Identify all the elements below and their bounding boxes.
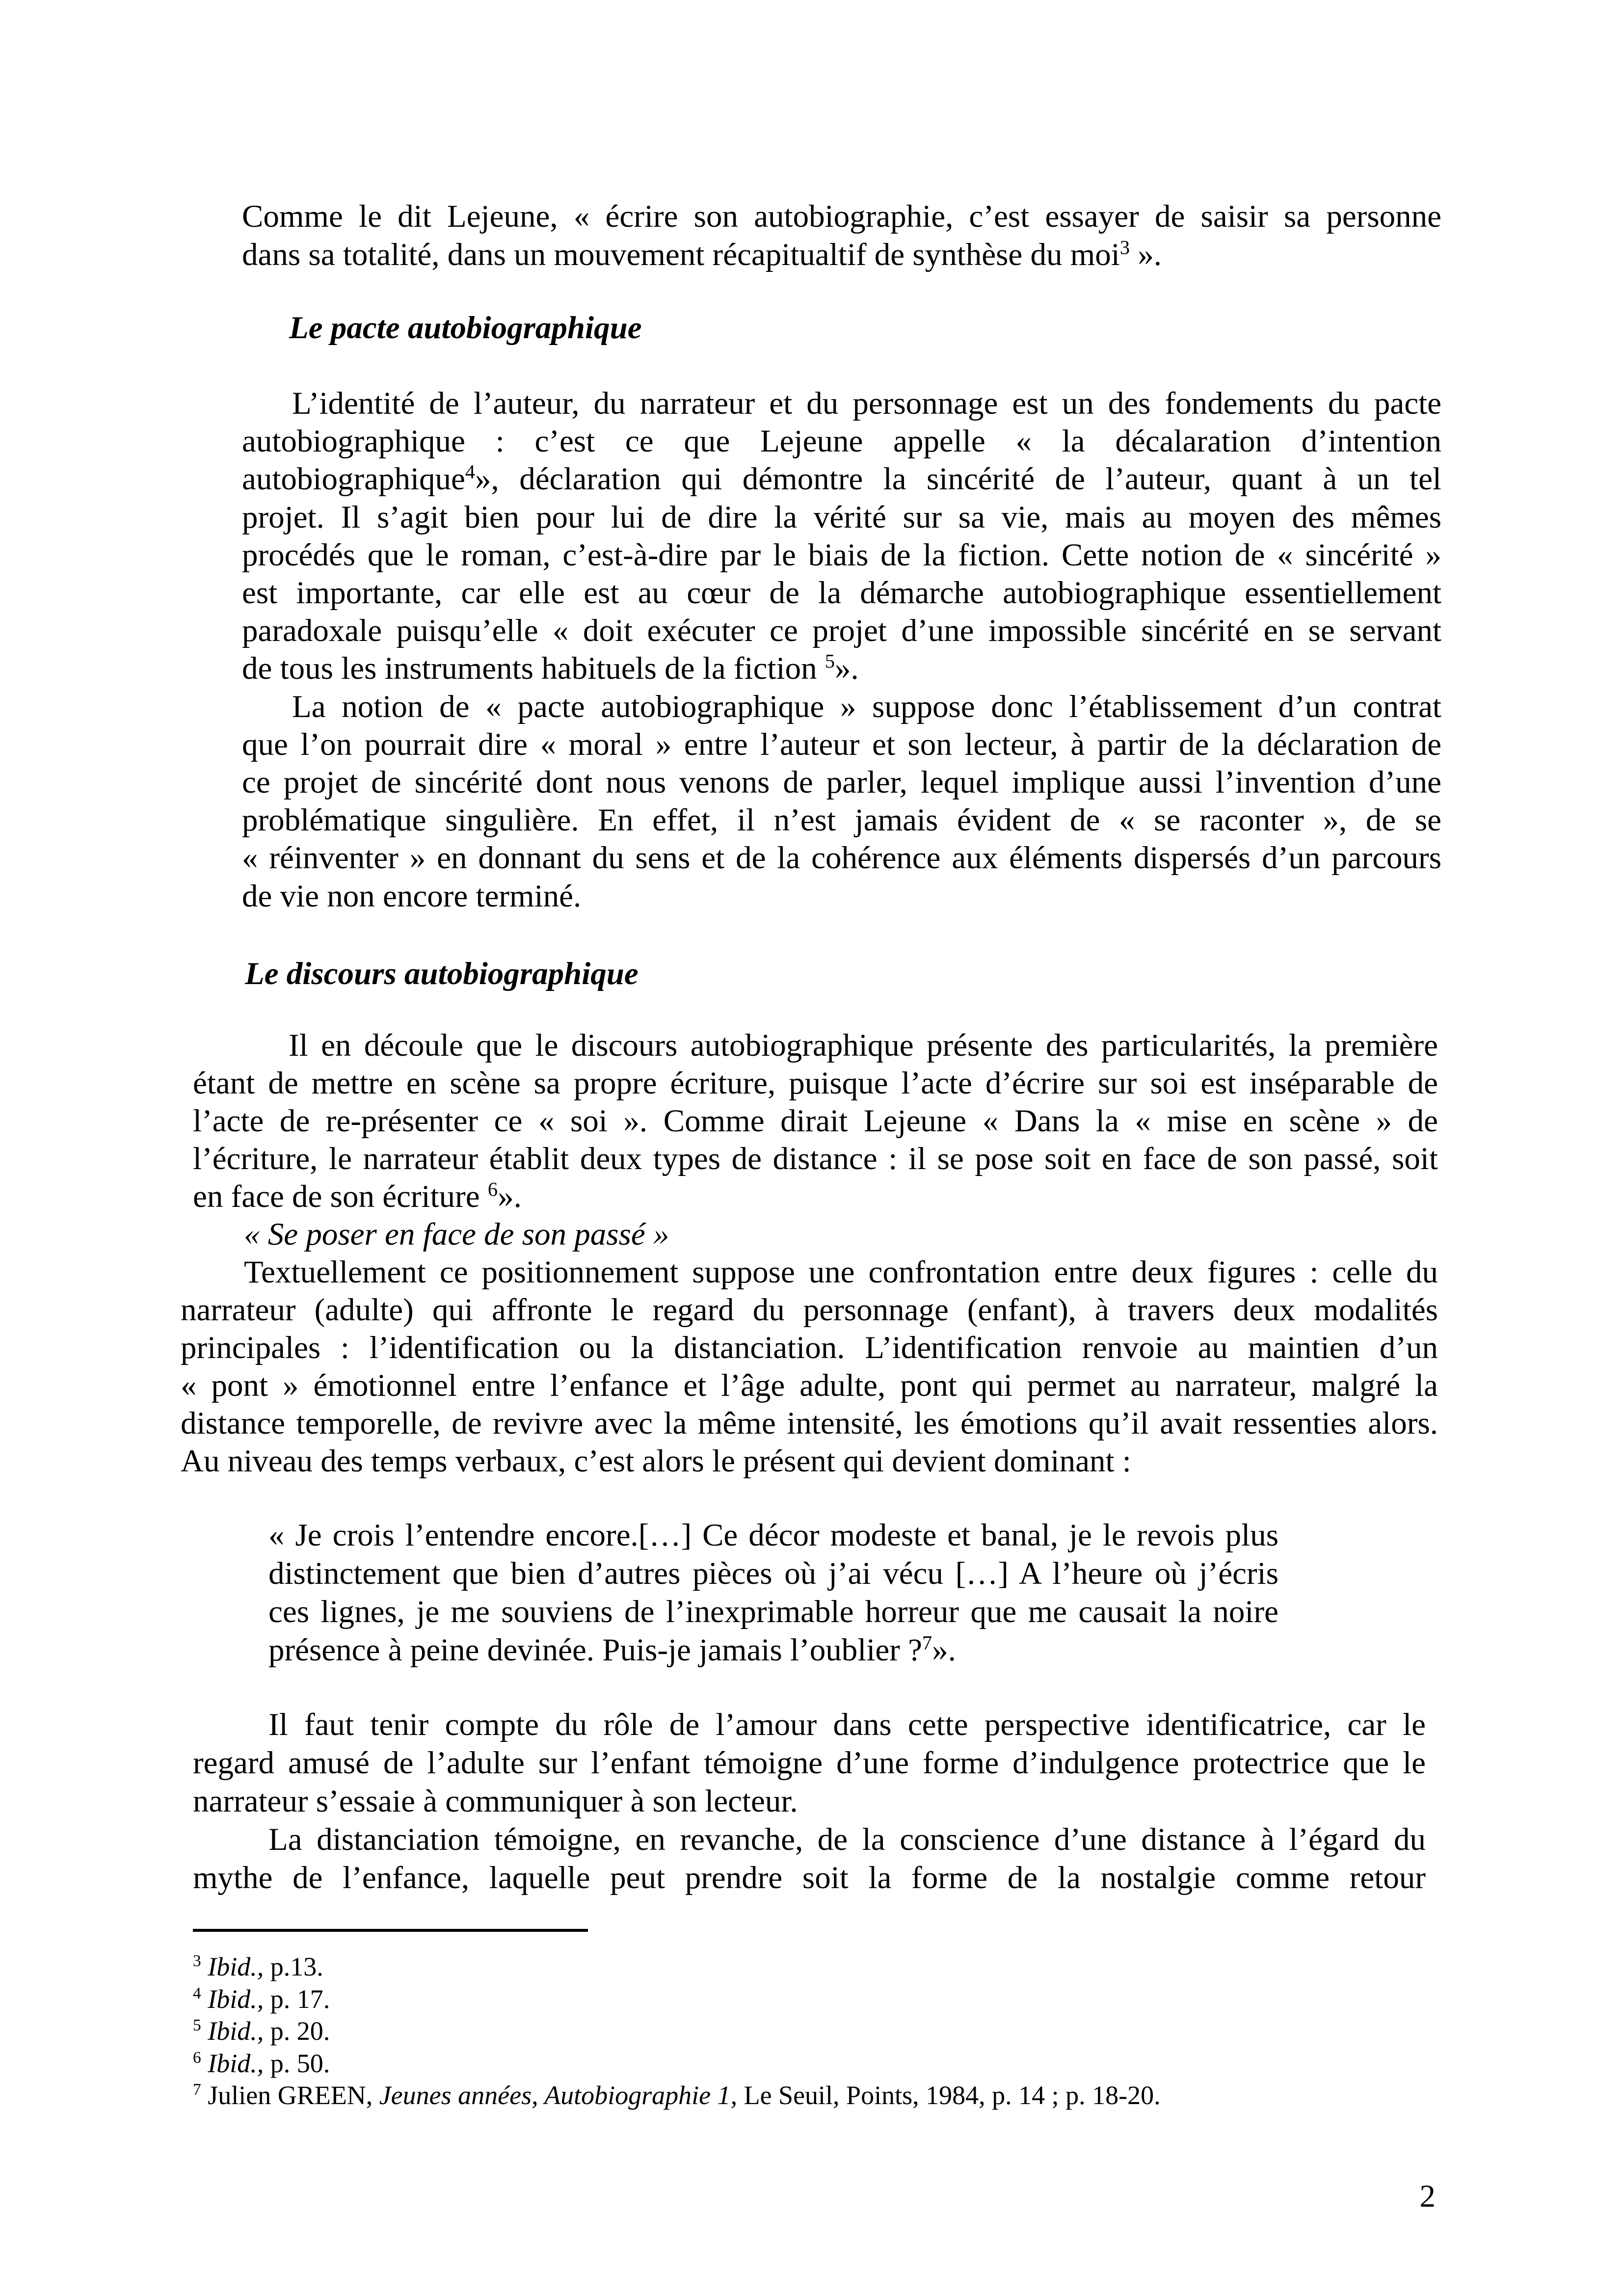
text-line: [242, 574, 1441, 612]
text-run: autobiographique: [242, 461, 465, 497]
text-line: [181, 1291, 1438, 1329]
text-run: La notion de « pacte autobiographique » suppose donc l’établissement d’un contrat: [292, 689, 1441, 724]
footnote-ref: 5: [825, 650, 835, 672]
text-line: [268, 1706, 1426, 1744]
text-run: Ibid.,: [208, 2016, 264, 2046]
text-line: [242, 839, 1441, 877]
text-line: [268, 1554, 1278, 1593]
text-line: [242, 877, 1441, 915]
text-run: Textuellement ce positionnement suppose une confrontation entre deux figures : celle du: [244, 1255, 1438, 1290]
text-line: [193, 1102, 1438, 1140]
text-run: Ibid.,: [208, 1984, 264, 2014]
text-line: [193, 1177, 1438, 1216]
text-run: ce projet de sincérité dont nous venons de parler, lequel implique aussi l’invention d’une: [242, 765, 1441, 800]
text-run: [201, 1984, 208, 2014]
footnote: [193, 2047, 330, 2080]
text-line: [268, 1631, 1278, 1669]
text-line: [292, 688, 1441, 726]
footnote: [193, 1950, 323, 1983]
text-line: [242, 649, 1441, 688]
text-run: p. 17.: [264, 1984, 330, 2014]
text-run: mythe de l’enfance, laquelle peut prendre soit la forme de la nostalgie comme retour: [193, 1860, 1426, 1896]
text-line: [242, 763, 1441, 801]
text-run: L’identité de l’auteur, du narrateur et du personnage est un des fondements du pacte: [292, 386, 1441, 421]
footnote-ref: 6: [487, 1178, 498, 1201]
footnote-ref: 4: [465, 460, 476, 483]
text-line: [193, 1744, 1426, 1782]
footnote-separator: [193, 1929, 588, 1932]
footnote-ref: 7: [922, 1631, 932, 1654]
text-run: de vie non encore terminé.: [242, 878, 582, 914]
footnote: [193, 2015, 330, 2047]
text-line: [181, 1366, 1438, 1405]
text-line: [181, 1404, 1438, 1442]
page-number: 2: [1419, 2179, 1436, 2214]
text-run: p. 20.: [264, 2016, 330, 2046]
text-run: p.13.: [264, 1952, 323, 1981]
text-run: », déclaration qui démontre la sincérité de l’auteur, quant à un tel: [475, 461, 1441, 497]
footnote: [193, 1983, 330, 2015]
text-line: [292, 384, 1441, 423]
text-line: [181, 1329, 1438, 1367]
text-run: Le discours autobiographique: [245, 956, 639, 991]
text-run: procédés que le roman, c’est-à-dire par le biais de la fiction. Cette notion de « sincérité »: [242, 537, 1441, 573]
text-run: narrateur s’essaie à communiquer à son lecteur.: [193, 1784, 798, 1819]
text-line: [244, 1253, 1438, 1291]
footnote-ref: 4: [193, 1984, 201, 2002]
text-run: Ibid.,: [208, 1952, 264, 1981]
text-run: « pont » émotionnel entre l’enfance et l’âge adulte, pont qui permet au narrateur, malgré la: [181, 1368, 1438, 1403]
text-run: présence à peine devinée. Puis-je jamais l’oublier ?: [268, 1632, 922, 1668]
text-run: ».: [835, 651, 859, 687]
text-run: Comme le dit Lejeune, « écrire son autobiographie, c’est essayer de saisir sa personne: [242, 199, 1441, 234]
text-run: [201, 2016, 208, 2046]
footnote-ref: 3: [1119, 236, 1130, 259]
footnote: [193, 2079, 1161, 2111]
text-run: Au niveau des temps verbaux, c’est alors le présent qui devient dominant :: [181, 1443, 1131, 1479]
text-run: Julien GREEN,: [201, 2081, 379, 2110]
text-line: [242, 612, 1441, 650]
text-run: Le pacte autobiographique: [289, 310, 642, 346]
text-run: paradoxale puisqu’elle « doit exécuter ce projet d’une impossible sincérité en se servant: [242, 613, 1441, 649]
text-run: problématique singulière. En effet, il n’est jamais évident de « se raconter », de se: [242, 802, 1441, 838]
text-line: [242, 460, 1441, 498]
text-line: [268, 1593, 1278, 1631]
text-line: [242, 536, 1441, 574]
text-line: [242, 801, 1441, 839]
text-run: dans sa totalité, dans un mouvement récapitualtif de synthèse du moi: [242, 237, 1120, 272]
text-line: [289, 1026, 1438, 1065]
text-run: Jeunes années, Autobiographie 1,: [379, 2081, 738, 2110]
text-run: Il faut tenir compte du rôle de l’amour dans cette perspective identificatrice, car le: [268, 1707, 1426, 1742]
text-run: est importante, car elle est au cœur de la démarche autobiographique essentiellement: [242, 575, 1441, 611]
footnote-ref: 5: [193, 2016, 201, 2034]
footnote-ref: 7: [193, 2081, 201, 2099]
text-run: Ibid.,: [208, 2048, 264, 2078]
text-line: [242, 725, 1441, 764]
text-run: distance temporelle, de revivre avec la même intensité, les émotions qu’il avait ressenties alors.: [181, 1406, 1438, 1441]
text-line: [193, 1782, 1426, 1820]
text-run: étant de mettre en scène sa propre écriture, puisque l’acte d’écrire sur soi est inséparable de: [193, 1066, 1438, 1101]
text-line: [268, 1820, 1426, 1859]
text-run: La distanciation témoigne, en revanche, de la conscience d’une distance à l’égard du: [268, 1822, 1426, 1857]
text-line: [245, 955, 1441, 993]
text-run: [201, 1952, 208, 1981]
text-line: [193, 1859, 1426, 1897]
text-line: [242, 236, 1441, 274]
text-run: ces lignes, je me souviens de l’inexprimable horreur que me causait la noire: [268, 1594, 1278, 1629]
text-line: [242, 422, 1441, 460]
text-line: [181, 1442, 1438, 1480]
text-run: l’écriture, le narrateur établit deux types de distance : il se pose soit en face de son passé, soit: [193, 1141, 1438, 1176]
text-run: « réinventer » en donnant du sens et de la cohérence aux éléments dispersés d’un parcours: [242, 840, 1441, 876]
text-run: p. 50.: [264, 2048, 330, 2078]
text-line: [268, 1516, 1278, 1554]
text-run: Le Seuil, Points, 1984, p. 14 ; p. 18-20.: [737, 2081, 1161, 2110]
text-line: [242, 197, 1441, 236]
text-line: [193, 1140, 1438, 1178]
text-run: regard amusé de l’adulte sur l’enfant témoigne d’une forme d’indulgence protectrice que le: [193, 1745, 1426, 1781]
text-run: que l’on pourrait dire « moral » entre l’auteur et son lecteur, à partir de la déclaration de: [242, 726, 1441, 762]
text-line: [193, 1064, 1438, 1102]
text-run: principales : l’identification ou la distanciation. L’identification renvoie au maintien d’un: [181, 1330, 1438, 1365]
text-run: de tous les instruments habituels de la fiction: [242, 651, 825, 687]
text-run: Il en découle que le discours autobiographique présente des particularités, la première: [289, 1028, 1438, 1063]
text-run: « Je crois l’entendre encore.[…] Ce décor modeste et banal, je le revois plus: [268, 1518, 1278, 1553]
text-run: distinctement que bien d’autres pièces où j’ai vécu […] A l’heure où j’écris: [268, 1556, 1278, 1591]
text-run: narrateur (adulte) qui affronte le regard du personnage (enfant), à travers deux modalités: [181, 1292, 1438, 1328]
text-run: ».: [498, 1179, 522, 1214]
text-run: autobiographique : c’est ce que Lejeune appelle « la décalaration d’intention: [242, 424, 1441, 459]
text-run: en face de son écriture: [193, 1179, 488, 1214]
text-line: [289, 309, 1441, 347]
text-line: [242, 498, 1441, 536]
text-run: [201, 2049, 208, 2078]
footnote-ref: 3: [193, 1952, 201, 1970]
text-line: [244, 1215, 1438, 1254]
text-run: ».: [1130, 237, 1162, 272]
footnote-ref: 6: [193, 2048, 201, 2067]
text-run: l’acte de re-présenter ce « soi ». Comme dirait Lejeune « Dans la « mise en scène » de: [193, 1103, 1438, 1139]
text-run: ».: [932, 1632, 956, 1668]
text-run: « Se poser en face de son passé »: [244, 1217, 669, 1252]
text-run: projet. Il s’agit bien pour lui de dire la vérité sur sa vie, mais au moyen des mêmes: [242, 499, 1441, 535]
